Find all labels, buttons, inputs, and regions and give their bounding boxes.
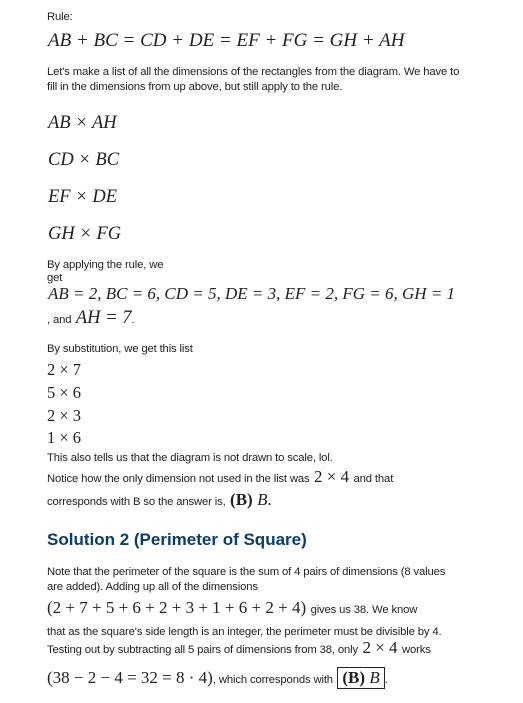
solution-2-paragraph-1: Note that the perimeter of the square is the sum of 4 pairs of dimensions (8 values are added). Adding up all of the dimensions	[47, 566, 446, 593]
intro-paragraph: Let's make a list of all the dimensions of the rectangles from the diagram. We have to fill in the dimensions from up above, but still apply to the rule.	[47, 66, 460, 93]
final-math: (38 − 2 − 4 = 32 = 8 · 4)	[47, 668, 213, 687]
and-equation: AH = 7	[75, 308, 132, 328]
testing-tail: works	[401, 644, 431, 656]
answer-bold: (B)	[230, 490, 253, 509]
final-line	[47, 667, 388, 689]
rule-label: Rule:	[47, 11, 73, 23]
sum-line	[47, 598, 417, 618]
list-item: 2 × 7	[47, 360, 82, 379]
answer-italic: B	[257, 490, 268, 509]
testing-math: 2 × 4	[362, 638, 398, 657]
list-item: 1 × 6	[47, 428, 82, 447]
and-prefix: , and	[47, 314, 72, 326]
solution-2-paragraph-2: that as the square's side length is an integer, the perimeter must be divisible by 4.	[47, 626, 442, 638]
product-cd-bc: CD × BC	[48, 150, 120, 170]
testing-line	[47, 638, 431, 658]
sum-expression: (2 + 7 + 5 + 6 + 2 + 3 + 1 + 6 + 2 + 4)	[47, 598, 307, 617]
note-dimension-tail: and that	[353, 473, 394, 485]
sum-result: gives us 38. We know	[310, 604, 418, 616]
product-ef-de: EF × DE	[48, 187, 117, 207]
final-answer-box	[337, 667, 384, 689]
final-text: , which corresponds with	[212, 674, 333, 686]
answer-end: .	[267, 490, 272, 509]
final-answer-bold: (B)	[342, 668, 366, 687]
product-ab-ah: AB × AH	[48, 113, 117, 133]
and-line	[47, 308, 135, 329]
note-dimension-line	[47, 467, 393, 487]
final-answer-italic: B	[369, 668, 380, 687]
substitution-line: By substitution, we get this list	[47, 343, 193, 355]
and-suffix: .	[131, 314, 135, 326]
apply-line-2: get	[47, 272, 63, 284]
final-end: .	[384, 674, 388, 686]
solution-2-heading: Solution 2 (Perimeter of Square)	[47, 530, 307, 549]
list-item: 2 × 3	[47, 406, 82, 425]
note-dimension-math: 2 × 4	[314, 467, 350, 486]
rule-equation: AB + BC = CD + DE = EF + FG = GH + AH	[48, 30, 405, 51]
answer-line	[47, 490, 272, 510]
note-dimension-text: Notice how the only dimension not used in the list was	[47, 473, 310, 485]
note-scale: This also tells us that the diagram is not drawn to scale, lol.	[47, 452, 333, 464]
values-equation: AB = 2, BC = 6, CD = 5, DE = 3, EF = 2, FG = 6, GH = 1	[48, 284, 456, 303]
list-item: 5 × 6	[47, 383, 82, 402]
testing-text: Testing out by subtracting all 5 pairs of dimensions from 38, only	[47, 644, 358, 656]
apply-line-1: By applying the rule, we	[47, 259, 164, 271]
product-gh-fg: GH × FG	[48, 224, 122, 244]
answer-text: corresponds with B so the answer is,	[47, 496, 226, 508]
